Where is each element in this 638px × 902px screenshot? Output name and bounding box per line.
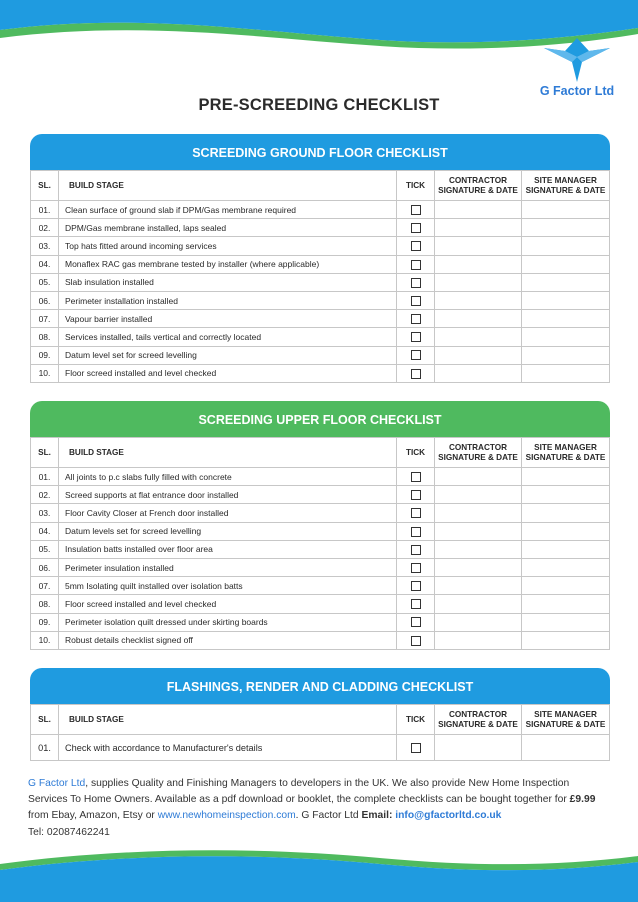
col-sl: SL. bbox=[31, 705, 59, 735]
col-contractor: CONTRACTOR SIGNATURE & DATE bbox=[435, 438, 522, 468]
table-row bbox=[31, 540, 610, 558]
row-number: 08. bbox=[31, 328, 59, 346]
footer-text bbox=[28, 776, 610, 841]
build-stage-text: Datum level set for screed levelling bbox=[59, 346, 397, 364]
row-number: 01. bbox=[31, 201, 59, 219]
contractor-signature-field[interactable] bbox=[435, 735, 522, 761]
site-manager-signature-field[interactable] bbox=[522, 291, 610, 309]
tick-checkbox[interactable] bbox=[411, 545, 421, 555]
site-manager-signature-field[interactable] bbox=[522, 631, 610, 649]
col-site-manager: SITE MANAGER SIGNATURE & DATE bbox=[522, 705, 610, 735]
contractor-signature-field[interactable] bbox=[435, 328, 522, 346]
col-site-manager: SITE MANAGER SIGNATURE & DATE bbox=[522, 171, 610, 201]
tick-cell bbox=[397, 310, 435, 328]
row-number: 07. bbox=[31, 577, 59, 595]
section-flashings-render-cladding bbox=[30, 668, 610, 761]
row-number: 09. bbox=[31, 613, 59, 631]
tick-cell bbox=[397, 613, 435, 631]
col-contractor: CONTRACTOR SIGNATURE & DATE bbox=[435, 705, 522, 735]
build-stage-text: Vapour barrier installed bbox=[59, 310, 397, 328]
build-stage-text: Perimeter insulation installed bbox=[59, 558, 397, 576]
site-manager-signature-field[interactable] bbox=[522, 346, 610, 364]
footer-website-link[interactable]: www.newhomeinspection.com bbox=[157, 810, 296, 822]
tick-cell bbox=[397, 255, 435, 273]
tick-cell bbox=[397, 486, 435, 504]
row-number: 10. bbox=[31, 364, 59, 382]
tick-checkbox[interactable] bbox=[411, 472, 421, 482]
tick-checkbox[interactable] bbox=[411, 350, 421, 360]
tick-checkbox[interactable] bbox=[411, 332, 421, 342]
table-row bbox=[31, 522, 610, 540]
contractor-signature-field[interactable] bbox=[435, 504, 522, 522]
section-ground-floor bbox=[30, 134, 610, 383]
tick-cell bbox=[397, 595, 435, 613]
contractor-signature-field[interactable] bbox=[435, 237, 522, 255]
footer-email-label: Email: bbox=[361, 810, 393, 822]
table-header-row bbox=[31, 438, 610, 468]
tick-checkbox[interactable] bbox=[411, 314, 421, 324]
col-sl: SL. bbox=[31, 438, 59, 468]
table-header-row bbox=[31, 705, 610, 735]
tick-cell bbox=[397, 237, 435, 255]
section-title: SCREEDING GROUND FLOOR CHECKLIST bbox=[30, 134, 610, 170]
row-number: 05. bbox=[31, 273, 59, 291]
tick-cell bbox=[397, 468, 435, 486]
row-number: 02. bbox=[31, 219, 59, 237]
build-stage-text: 5mm Isolating quilt installed over isolation batts bbox=[59, 577, 397, 595]
col-build-stage: BUILD STAGE bbox=[59, 705, 397, 735]
footer-text-1: , supplies Quality and Finishing Managers to developers in the UK. We also provide New Home Inspection Services To Home Owners. Available as a pdf download or booklet, the complete checklists can be bought together for bbox=[28, 778, 570, 806]
tick-cell bbox=[397, 631, 435, 649]
table-row bbox=[31, 735, 610, 761]
table-row bbox=[31, 364, 610, 382]
site-manager-signature-field[interactable] bbox=[522, 504, 610, 522]
contractor-signature-field[interactable] bbox=[435, 310, 522, 328]
site-manager-signature-field[interactable] bbox=[522, 237, 610, 255]
col-site-manager: SITE MANAGER SIGNATURE & DATE bbox=[522, 438, 610, 468]
site-manager-signature-field[interactable] bbox=[522, 201, 610, 219]
row-number: 09. bbox=[31, 346, 59, 364]
site-manager-signature-field[interactable] bbox=[522, 486, 610, 504]
build-stage-text: Perimeter isolation quilt dressed under skirting boards bbox=[59, 613, 397, 631]
tick-cell bbox=[397, 540, 435, 558]
build-stage-text: Clean surface of ground slab if DPM/Gas membrane required bbox=[59, 201, 397, 219]
footer-text-3: . G Factor Ltd bbox=[295, 810, 362, 822]
footer-phone: Tel: 02087462241 bbox=[28, 826, 110, 838]
row-number: 06. bbox=[31, 291, 59, 309]
section-title: SCREEDING UPPER FLOOR CHECKLIST bbox=[30, 401, 610, 437]
row-number: 10. bbox=[31, 631, 59, 649]
col-build-stage: BUILD STAGE bbox=[59, 171, 397, 201]
footer-email-link[interactable]: info@gfactorltd.co.uk bbox=[395, 810, 502, 822]
contractor-signature-field[interactable] bbox=[435, 201, 522, 219]
site-manager-signature-field[interactable] bbox=[522, 468, 610, 486]
site-manager-signature-field[interactable] bbox=[522, 219, 610, 237]
contractor-signature-field[interactable] bbox=[435, 540, 522, 558]
contractor-signature-field[interactable] bbox=[435, 558, 522, 576]
table-row bbox=[31, 468, 610, 486]
tick-checkbox[interactable] bbox=[411, 296, 421, 306]
footer-text-2: from Ebay, Amazon, Etsy or bbox=[28, 810, 158, 822]
site-manager-signature-field[interactable] bbox=[522, 255, 610, 273]
table-row bbox=[31, 237, 610, 255]
row-number: 06. bbox=[31, 558, 59, 576]
checklist-table bbox=[30, 170, 610, 383]
checklist-table bbox=[30, 437, 610, 650]
build-stage-text: Slab insulation installed bbox=[59, 273, 397, 291]
table-row bbox=[31, 595, 610, 613]
table-row bbox=[31, 255, 610, 273]
footer-price: £9.99 bbox=[569, 794, 596, 806]
section-upper-floor bbox=[30, 401, 610, 650]
tick-checkbox[interactable] bbox=[411, 260, 421, 270]
site-manager-signature-field[interactable] bbox=[522, 595, 610, 613]
table-row bbox=[31, 613, 610, 631]
section-title: FLASHINGS, RENDER AND CLADDING CHECKLIST bbox=[30, 668, 610, 704]
contractor-signature-field[interactable] bbox=[435, 219, 522, 237]
row-number: 02. bbox=[31, 486, 59, 504]
build-stage-text: Screed supports at flat entrance door installed bbox=[59, 486, 397, 504]
col-contractor: CONTRACTOR SIGNATURE & DATE bbox=[435, 171, 522, 201]
tick-checkbox[interactable] bbox=[411, 278, 421, 288]
table-row bbox=[31, 504, 610, 522]
checklist-table bbox=[30, 704, 610, 761]
tick-checkbox[interactable] bbox=[411, 563, 421, 573]
row-number: 07. bbox=[31, 310, 59, 328]
build-stage-text: Monaflex RAC gas membrane tested by installer (where applicable) bbox=[59, 255, 397, 273]
build-stage-text: Perimeter installation installed bbox=[59, 291, 397, 309]
row-number: 08. bbox=[31, 595, 59, 613]
site-manager-signature-field[interactable] bbox=[522, 558, 610, 576]
col-tick: TICK bbox=[397, 171, 435, 201]
company-logo bbox=[532, 38, 622, 98]
contractor-signature-field[interactable] bbox=[435, 522, 522, 540]
site-manager-signature-field[interactable] bbox=[522, 540, 610, 558]
contractor-signature-field[interactable] bbox=[435, 364, 522, 382]
tick-checkbox[interactable] bbox=[411, 369, 421, 379]
tick-checkbox[interactable] bbox=[411, 581, 421, 591]
table-row bbox=[31, 631, 610, 649]
site-manager-signature-field[interactable] bbox=[522, 613, 610, 631]
table-row bbox=[31, 219, 610, 237]
tick-checkbox[interactable] bbox=[411, 223, 421, 233]
build-stage-text: Check with accordance to Manufacturer's details bbox=[59, 735, 397, 761]
col-build-stage: BUILD STAGE bbox=[59, 438, 397, 468]
tick-cell bbox=[397, 328, 435, 346]
contractor-signature-field[interactable] bbox=[435, 291, 522, 309]
contractor-signature-field[interactable] bbox=[435, 255, 522, 273]
table-row bbox=[31, 310, 610, 328]
table-row bbox=[31, 273, 610, 291]
tick-checkbox[interactable] bbox=[411, 617, 421, 627]
gfactor-logo-icon bbox=[542, 38, 612, 82]
tick-cell bbox=[397, 291, 435, 309]
contractor-signature-field[interactable] bbox=[435, 613, 522, 631]
contractor-signature-field[interactable] bbox=[435, 577, 522, 595]
tick-cell bbox=[397, 273, 435, 291]
tick-checkbox[interactable] bbox=[411, 508, 421, 518]
table-row bbox=[31, 328, 610, 346]
tick-cell bbox=[397, 522, 435, 540]
col-tick: TICK bbox=[397, 705, 435, 735]
contractor-signature-field[interactable] bbox=[435, 468, 522, 486]
table-row bbox=[31, 558, 610, 576]
tick-checkbox[interactable] bbox=[411, 527, 421, 537]
tick-checkbox[interactable] bbox=[411, 599, 421, 609]
contractor-signature-field[interactable] bbox=[435, 631, 522, 649]
tick-cell bbox=[397, 346, 435, 364]
build-stage-text: Services installed, tails vertical and correctly located bbox=[59, 328, 397, 346]
col-tick: TICK bbox=[397, 438, 435, 468]
table-row bbox=[31, 486, 610, 504]
col-sl: SL. bbox=[31, 171, 59, 201]
build-stage-text: Robust details checklist signed off bbox=[59, 631, 397, 649]
row-number: 05. bbox=[31, 540, 59, 558]
row-number: 04. bbox=[31, 255, 59, 273]
row-number: 03. bbox=[31, 237, 59, 255]
build-stage-text: All joints to p.c slabs fully filled with concrete bbox=[59, 468, 397, 486]
tick-cell bbox=[397, 558, 435, 576]
table-row bbox=[31, 577, 610, 595]
tick-checkbox[interactable] bbox=[411, 636, 421, 646]
site-manager-signature-field[interactable] bbox=[522, 735, 610, 761]
tick-checkbox[interactable] bbox=[411, 490, 421, 500]
tick-cell bbox=[397, 735, 435, 761]
tick-cell bbox=[397, 219, 435, 237]
tick-cell bbox=[397, 577, 435, 595]
tick-checkbox[interactable] bbox=[411, 743, 421, 753]
table-row bbox=[31, 291, 610, 309]
build-stage-text: Floor Cavity Closer at French door installed bbox=[59, 504, 397, 522]
contractor-signature-field[interactable] bbox=[435, 346, 522, 364]
site-manager-signature-field[interactable] bbox=[522, 310, 610, 328]
tick-checkbox[interactable] bbox=[411, 241, 421, 251]
bottom-wave-decoration bbox=[0, 842, 638, 902]
contractor-signature-field[interactable] bbox=[435, 273, 522, 291]
tick-cell bbox=[397, 201, 435, 219]
footer-company: G Factor Ltd bbox=[28, 778, 86, 789]
row-number: 01. bbox=[31, 468, 59, 486]
build-stage-text: Datum levels set for screed levelling bbox=[59, 522, 397, 540]
contractor-signature-field[interactable] bbox=[435, 486, 522, 504]
table-header-row bbox=[31, 171, 610, 201]
logo-text: G Factor Ltd bbox=[539, 84, 615, 98]
page-title: PRE-SCREEDING CHECKLIST bbox=[198, 96, 440, 114]
build-stage-text: Insulation batts installed over floor area bbox=[59, 540, 397, 558]
site-manager-signature-field[interactable] bbox=[522, 273, 610, 291]
row-number: 04. bbox=[31, 522, 59, 540]
build-stage-text: Floor screed installed and level checked bbox=[59, 364, 397, 382]
row-number: 01. bbox=[31, 735, 59, 761]
site-manager-signature-field[interactable] bbox=[522, 577, 610, 595]
tick-cell bbox=[397, 504, 435, 522]
build-stage-text: DPM/Gas membrane installed, laps sealed bbox=[59, 219, 397, 237]
table-row bbox=[31, 201, 610, 219]
build-stage-text: Floor screed installed and level checked bbox=[59, 595, 397, 613]
site-manager-signature-field[interactable] bbox=[522, 522, 610, 540]
contractor-signature-field[interactable] bbox=[435, 595, 522, 613]
build-stage-text: Top hats fitted around incoming services bbox=[59, 237, 397, 255]
tick-checkbox[interactable] bbox=[411, 205, 421, 215]
table-row bbox=[31, 346, 610, 364]
site-manager-signature-field[interactable] bbox=[522, 328, 610, 346]
row-number: 03. bbox=[31, 504, 59, 522]
site-manager-signature-field[interactable] bbox=[522, 364, 610, 382]
tick-cell bbox=[397, 364, 435, 382]
